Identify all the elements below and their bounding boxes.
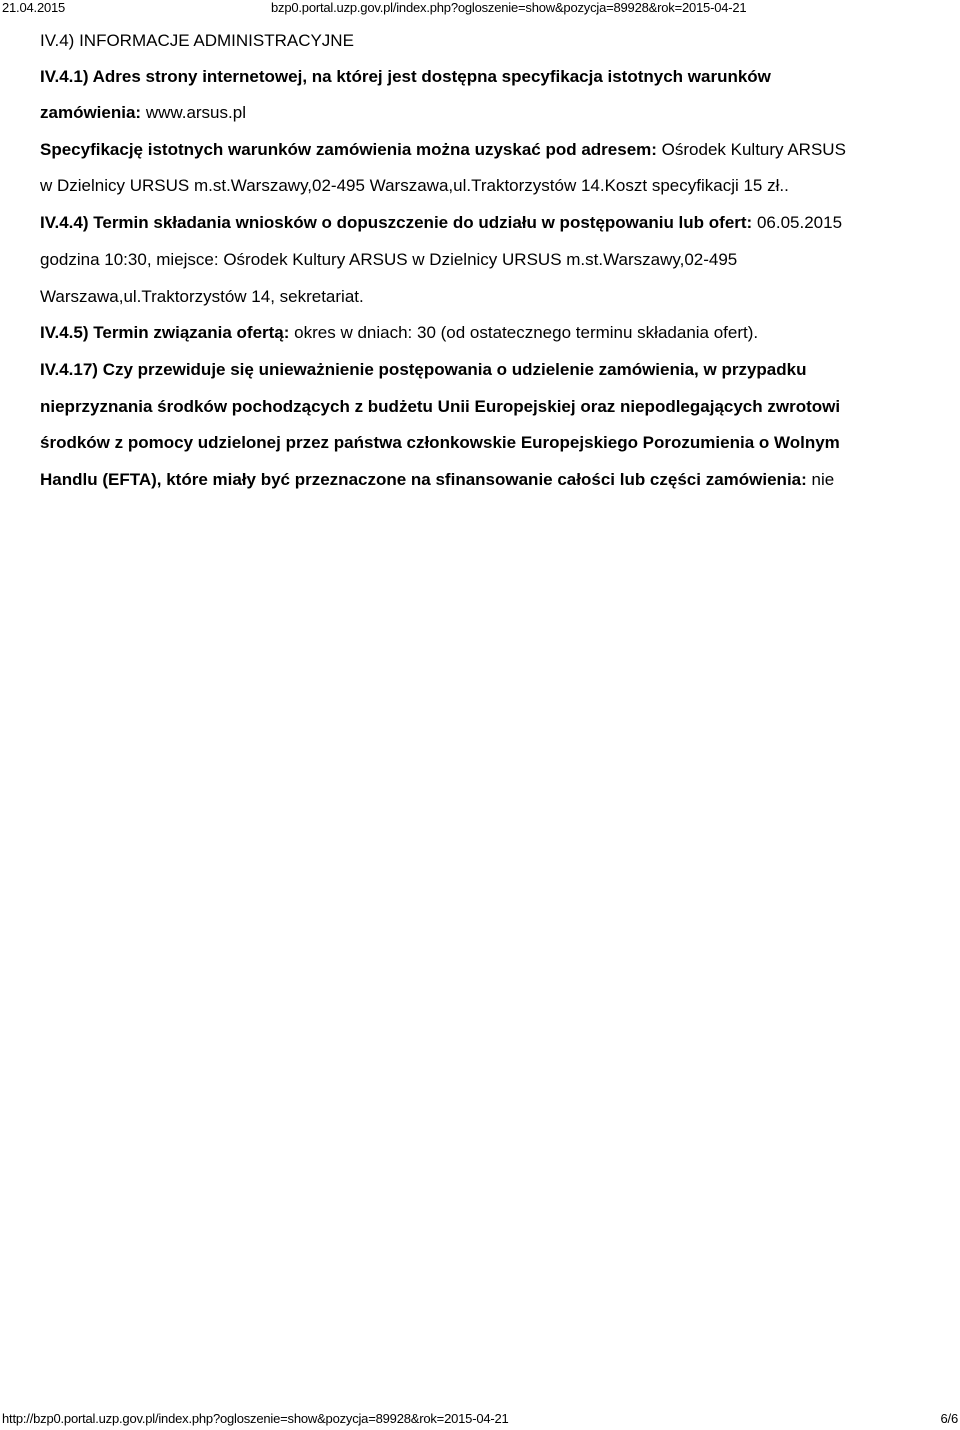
item-deadline-value-1: 06.05.2015 [756, 213, 843, 232]
item-spec-value-2: w Dzielnicy URSUS m.st.Warszawy,02-495 Warszawa,ul.Traktorzystów 14.Koszt specyfikacji 15 zł.. [40, 176, 789, 195]
item-cancel-line-4: Handlu (EFTA), które miały być przeznaczone na sfinansowanie całości lub części zamówienia: [40, 470, 807, 489]
item-binding-value: okres w dniach: 30 (od ostatecznego terminu składania ofert). [294, 323, 759, 342]
item-cancel-value: nie [811, 470, 835, 489]
item-deadline-value-3: Warszawa,ul.Traktorzystów 14, sekretariat. [40, 287, 364, 306]
item-deadline-label: IV.4.4) Termin składania wniosków o dopuszczenie do udziału w postępowaniu lub ofert: [40, 213, 753, 232]
footer-page-number: 6/6 [940, 1411, 958, 1426]
item-website-row [40, 102, 246, 124]
footer-url: http://bzp0.portal.uzp.gov.pl/index.php?ogloszenie=show&pozycja=89928&rok=2015-04-21 [2, 1411, 509, 1426]
item-cancel-line-2: nieprzyznania środków pochodzących z budżetu Unii Europejskiej oraz niepodlegających zwrotowi [40, 397, 841, 416]
item-website-label-cont: zamówienia: [40, 103, 142, 122]
item-cancel-line-1: IV.4.17) Czy przewiduje się unieważnienie postępowania o udzielenie zamówienia, w przypadku [40, 360, 807, 379]
section-title: IV.4) INFORMACJE ADMINISTRACYJNE [40, 31, 354, 50]
header-date: 21.04.2015 [2, 0, 66, 15]
item-cancel-line-3: środków z pomocy udzielonej przez państwa członkowskie Europejskiego Porozumienia o Wolnym [40, 433, 840, 452]
item-binding-label: IV.4.5) Termin związania ofertą: [40, 323, 290, 342]
item-spec-label: Specyfikację istotnych warunków zamówienia można uzyskać pod adresem: [40, 140, 657, 159]
item-spec-value-1: Ośrodek Kultury ARSUS [661, 140, 846, 159]
item-cancel-row [40, 469, 834, 491]
item-spec-row [40, 139, 846, 161]
item-deadline-row [40, 212, 842, 234]
website-link[interactable]: www.arsus.pl [145, 103, 246, 122]
item-binding-row [40, 322, 758, 344]
item-website-label: IV.4.1) Adres strony internetowej, na której jest dostępna specyfikacja istotnych warunków [40, 67, 771, 86]
header-url: bzp0.portal.uzp.gov.pl/index.php?ogloszenie=show&pozycja=89928&rok=2015-04-21 [271, 0, 747, 15]
item-deadline-value-2: godzina 10:30, miejsce: Ośrodek Kultury ARSUS w Dzielnicy URSUS m.st.Warszawy,02-495 [40, 250, 738, 269]
